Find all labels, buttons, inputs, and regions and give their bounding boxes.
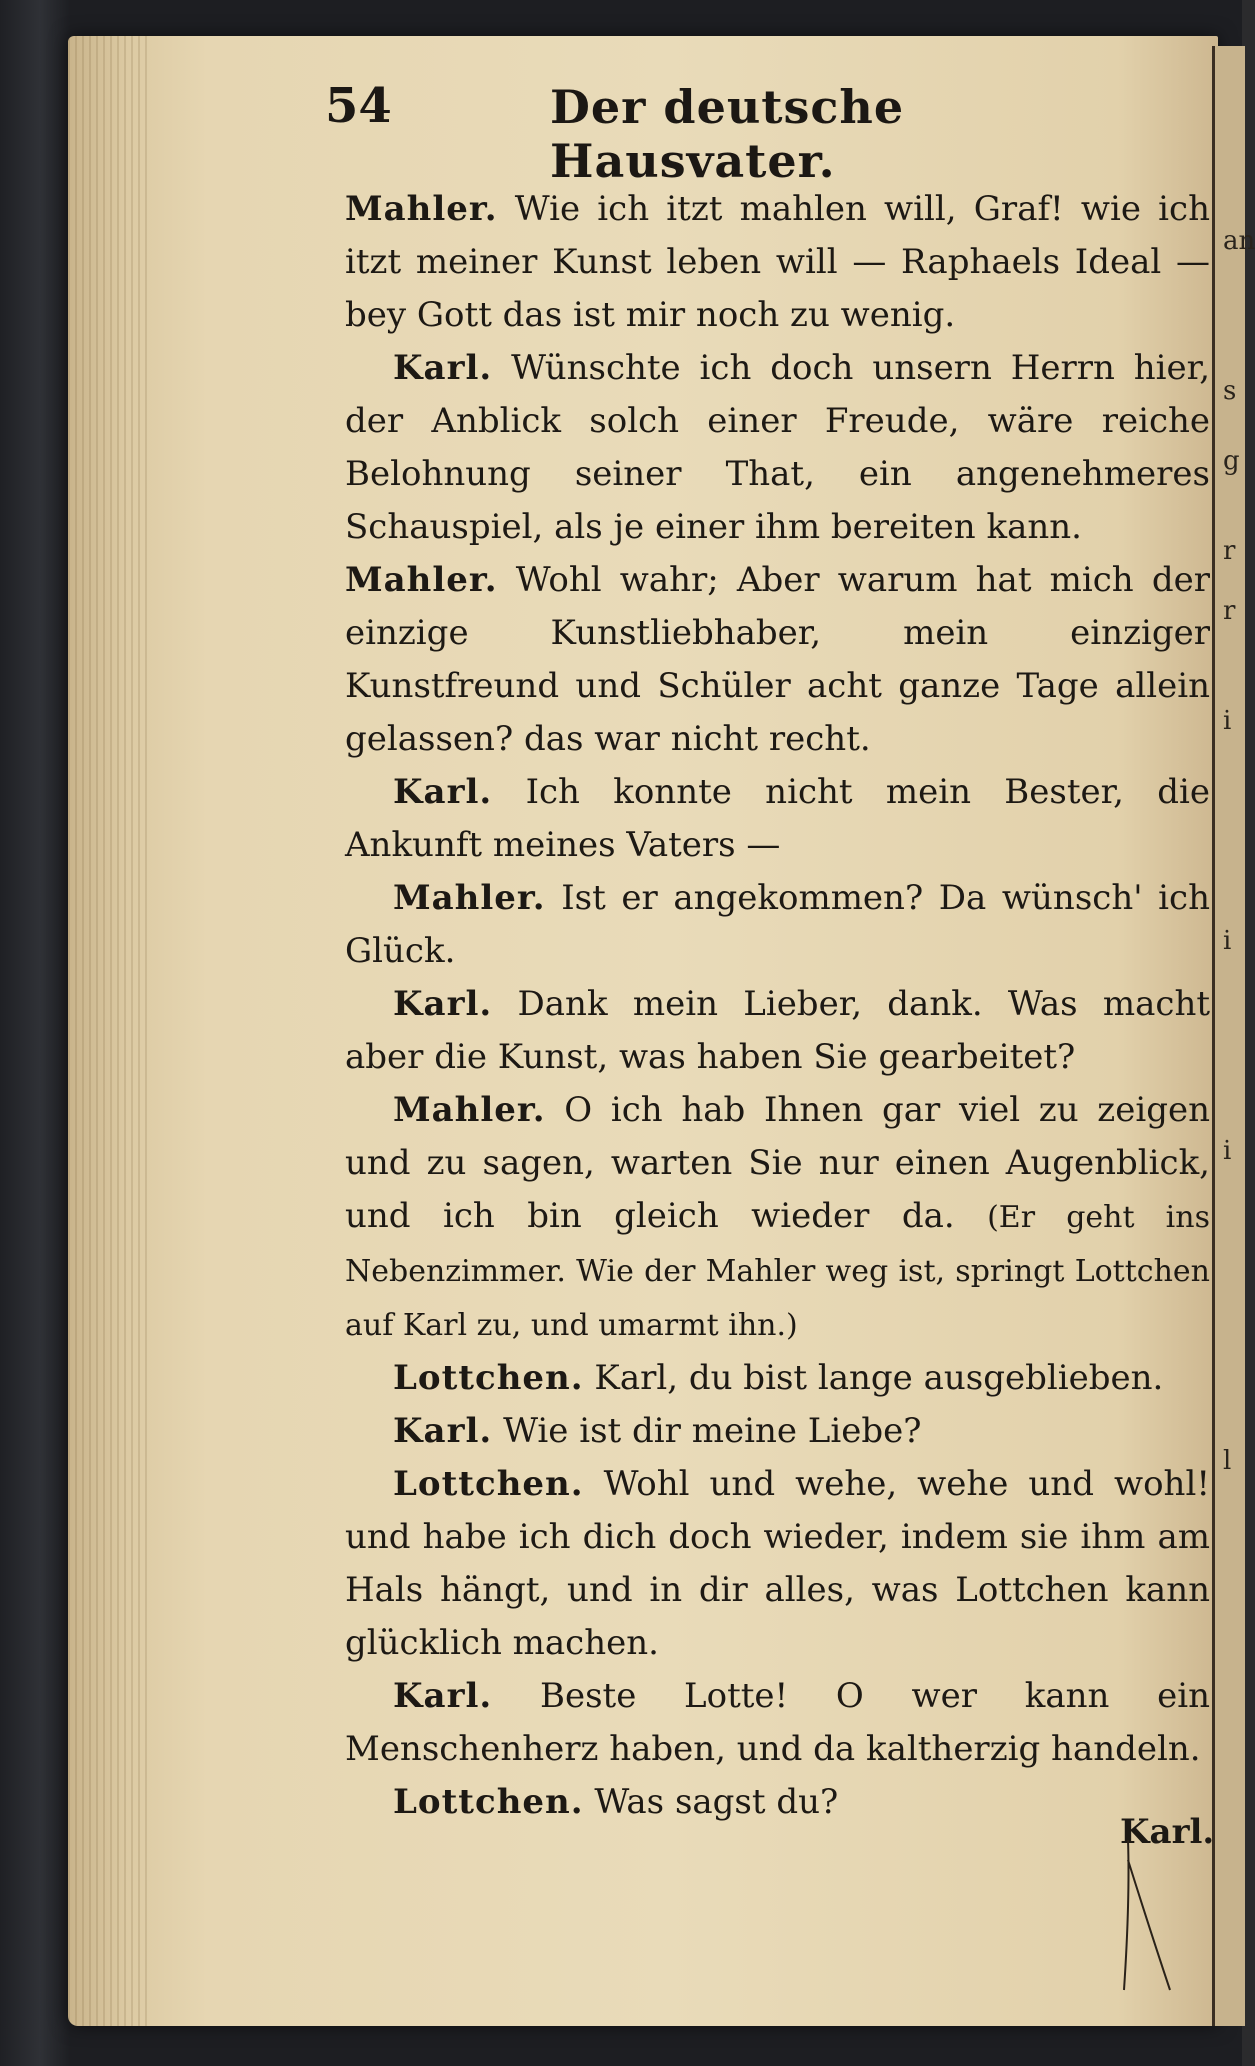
facing-page-strip: an s g r r i i i l <box>1212 46 1245 2026</box>
speech-text: Wohl wahr; Aber warum hat mich der einzige Kunstliebhaber, mein einziger Kunstfreund und Schüler acht ganze Tage allein gelassen? das war nicht recht. <box>345 560 1210 759</box>
speech-paragraph <box>345 978 1210 1084</box>
speaker-name: Mahler. <box>345 560 498 600</box>
speech-paragraph <box>345 183 1210 342</box>
speaker-name: Karl. <box>393 984 493 1024</box>
speech-paragraph <box>345 1352 1210 1405</box>
speaker-name: Karl. <box>393 348 493 388</box>
page-header <box>325 78 1205 188</box>
speaker-name: Karl. <box>393 1676 493 1716</box>
speaker-name: Karl. <box>393 772 493 812</box>
speaker-name: Lottchen. <box>393 1782 584 1822</box>
running-title: Der deutsche Hausvater. <box>550 80 905 188</box>
speaker-name: Lottchen. <box>393 1464 584 1504</box>
speech-text: O ich hab Ihnen gar viel zu zeigen und zu sagen, warten Sie nur einen Augenblick, und ich bin gleich wieder da. <box>345 1090 1210 1236</box>
speech-text: Ist er angekommen? Da wünsch' ich Glück. <box>345 878 1210 971</box>
speech-paragraph <box>345 1084 1210 1352</box>
speech-text: Karl, du bist lange ausgeblieben. <box>594 1358 1164 1398</box>
speaker-name: Karl. <box>393 1411 493 1451</box>
speech-paragraph <box>345 766 1210 872</box>
speech-text: Wie ist dir meine Liebe? <box>503 1411 922 1451</box>
speech-paragraph <box>345 1670 1210 1776</box>
speaker-name: Lottchen. <box>393 1358 584 1398</box>
speech-text: Ich konnte nicht mein Bester, die Ankunft meines Vaters — <box>345 772 1211 865</box>
speech-paragraph <box>345 1458 1210 1670</box>
stage-direction: (Er geht ins Nebenzimmer. Wie der Mahler weg ist, springt Lottchen auf Karl zu, und umarmt ihn.) <box>345 1200 1210 1343</box>
page-edge-stack <box>68 36 148 2026</box>
speaker-name: Mahler. <box>393 1090 546 1130</box>
speech-text: Wie ich itzt mahlen will, Graf! wie ich itzt meiner Kunst leben will — Raphaels Ideal — bey Gott das ist mir noch zu wenig. <box>345 189 1210 335</box>
page-number: 54 <box>325 78 392 134</box>
speech-text: Wohl und wehe, wehe und wohl! und habe ich dich doch wieder, indem sie ihm am Hals hängt, und in dir alles, was Lottchen kann glücklich machen. <box>345 1464 1210 1663</box>
speech-paragraph <box>345 554 1210 766</box>
main-text <box>345 183 1210 1829</box>
speech-paragraph <box>345 1776 1210 1829</box>
catchword: Karl. <box>1120 1812 1215 1852</box>
speech-paragraph <box>345 1405 1210 1458</box>
speech-paragraph <box>345 872 1210 978</box>
speech-text: Dank mein Lieber, dank. Was macht aber die Kunst, was haben Sie gearbeitet? <box>345 984 1211 1077</box>
speech-paragraph <box>345 342 1210 554</box>
speaker-name: Mahler. <box>393 878 546 918</box>
speaker-name: Mahler. <box>345 189 498 229</box>
speech-text: Was sagst du? <box>594 1782 839 1822</box>
ink-stroke-mark <box>1120 1840 1180 2000</box>
speech-text: Wünschte ich doch unsern Herrn hier, der Anblick solch einer Freude, wäre reiche Belohnung seiner That, ein angenehmeres Schauspiel, als je einer ihm bereiten kann. <box>345 348 1210 547</box>
speech-text: Beste Lotte! O wer kann ein Menschenherz haben, und da kaltherzig handeln. <box>345 1676 1211 1769</box>
